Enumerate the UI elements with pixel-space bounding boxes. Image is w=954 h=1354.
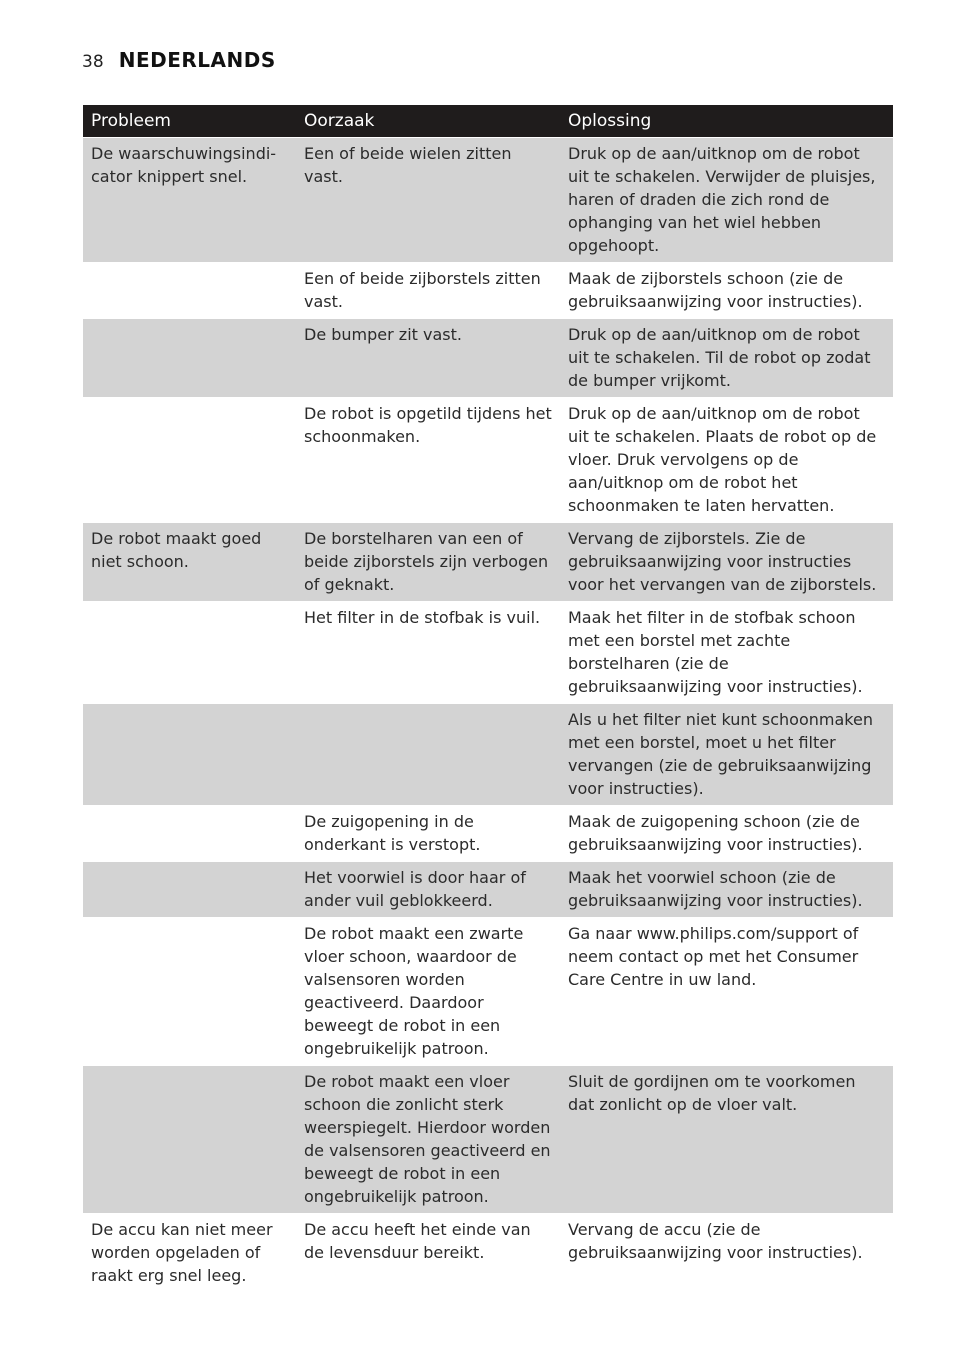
solution-cell: Druk op de aan/uitknop om de robot uit te schakelen. Verwijder de pluisjes, haren of draden die zich rond de ophanging van het wiel hebben opgehoopt. <box>560 138 893 263</box>
problem-cell <box>83 704 296 806</box>
solution-cell: Druk op de aan/uitknop om de robot uit te schakelen. Til de robot op zodat de bumper vrijkomt. <box>560 319 893 398</box>
cause-cell: De robot maakt een vloer schoon die zonlicht sterk weerspiegelt. Hierdoor worden de valsensoren geactiveerd en beweegt de robot in een ongebruikelijk patroon. <box>296 1066 560 1214</box>
solution-cell: Ga naar www.philips.com/support of neem contact op met het Consumer Care Centre in uw land. <box>560 918 893 1066</box>
table-row <box>83 602 893 704</box>
problem-cell <box>83 398 296 523</box>
problem-cell <box>83 263 296 319</box>
page-number: 38 <box>82 52 104 72</box>
table-header-row <box>83 105 893 138</box>
column-header-solution: Oplossing <box>560 105 893 138</box>
cause-cell: Het voorwiel is door haar of ander vuil geblokkeerd. <box>296 862 560 918</box>
table-row <box>83 1214 893 1293</box>
cause-cell: Een of beide wielen zitten vast. <box>296 138 560 263</box>
cause-cell: De borstelharen van een of beide zijborstels zijn verbogen of geknakt. <box>296 523 560 602</box>
solution-cell: Als u het filter niet kunt schoonmaken met een borstel, moet u het filter vervangen (zie de gebruiksaanwijzing voor instructies). <box>560 704 893 806</box>
problem-cell: De accu kan niet meer worden opgeladen of raakt erg snel leeg. <box>83 1214 296 1293</box>
cause-cell <box>296 704 560 806</box>
problem-cell <box>83 319 296 398</box>
solution-cell: Sluit de gordijnen om te voorkomen dat zonlicht op de vloer valt. <box>560 1066 893 1214</box>
problem-cell <box>83 1066 296 1214</box>
table-row <box>83 806 893 862</box>
table-row <box>83 319 893 398</box>
table-row <box>83 138 893 263</box>
table-row <box>83 862 893 918</box>
page-header <box>82 48 276 74</box>
problem-cell <box>83 918 296 1066</box>
cause-cell: De bumper zit vast. <box>296 319 560 398</box>
problem-cell: De robot maakt goed niet schoon. <box>83 523 296 602</box>
troubleshooting-table <box>83 105 893 1292</box>
problem-cell <box>83 806 296 862</box>
solution-cell: Vervang de zijborstels. Zie de gebruiksaanwijzing voor instructies voor het vervangen van de zijborstels. <box>560 523 893 602</box>
cause-cell: Een of beide zijborstels zitten vast. <box>296 263 560 319</box>
cause-cell: De robot is opgetild tijdens het schoonmaken. <box>296 398 560 523</box>
cause-cell: De accu heeft het einde van de levensduur bereikt. <box>296 1214 560 1293</box>
problem-cell: De waarschuwingsindi-cator knippert snel. <box>83 138 296 263</box>
solution-cell: Maak de zijborstels schoon (zie de gebruiksaanwijzing voor instructies). <box>560 263 893 319</box>
table-row <box>83 704 893 806</box>
problem-cell <box>83 602 296 704</box>
table-row <box>83 398 893 523</box>
table-row <box>83 1066 893 1214</box>
solution-cell: Maak het voorwiel schoon (zie de gebruiksaanwijzing voor instructies). <box>560 862 893 918</box>
table-row <box>83 523 893 602</box>
page-language-title: NEDERLANDS <box>118 48 276 72</box>
solution-cell: Maak het filter in de stofbak schoon met een borstel met zachte borstelharen (zie de gebruiksaanwijzing voor instructies). <box>560 602 893 704</box>
table-row <box>83 263 893 319</box>
solution-cell: Druk op de aan/uitknop om de robot uit te schakelen. Plaats de robot op de vloer. Druk vervolgens op de aan/uitknop om de robot het schoonmaken te laten hervatten. <box>560 398 893 523</box>
table-row <box>83 918 893 1066</box>
cause-cell: De zuigopening in de onderkant is verstopt. <box>296 806 560 862</box>
cause-cell: Het filter in de stofbak is vuil. <box>296 602 560 704</box>
column-header-problem: Probleem <box>83 105 296 138</box>
solution-cell: Maak de zuigopening schoon (zie de gebruiksaanwijzing voor instructies). <box>560 806 893 862</box>
column-header-cause: Oorzaak <box>296 105 560 138</box>
problem-cell <box>83 862 296 918</box>
solution-cell: Vervang de accu (zie de gebruiksaanwijzing voor instructies). <box>560 1214 893 1293</box>
cause-cell: De robot maakt een zwarte vloer schoon, waardoor de valsensoren worden geactiveerd. Daardoor beweegt de robot in een ongebruikelijk patroon. <box>296 918 560 1066</box>
table-body <box>83 138 893 1293</box>
